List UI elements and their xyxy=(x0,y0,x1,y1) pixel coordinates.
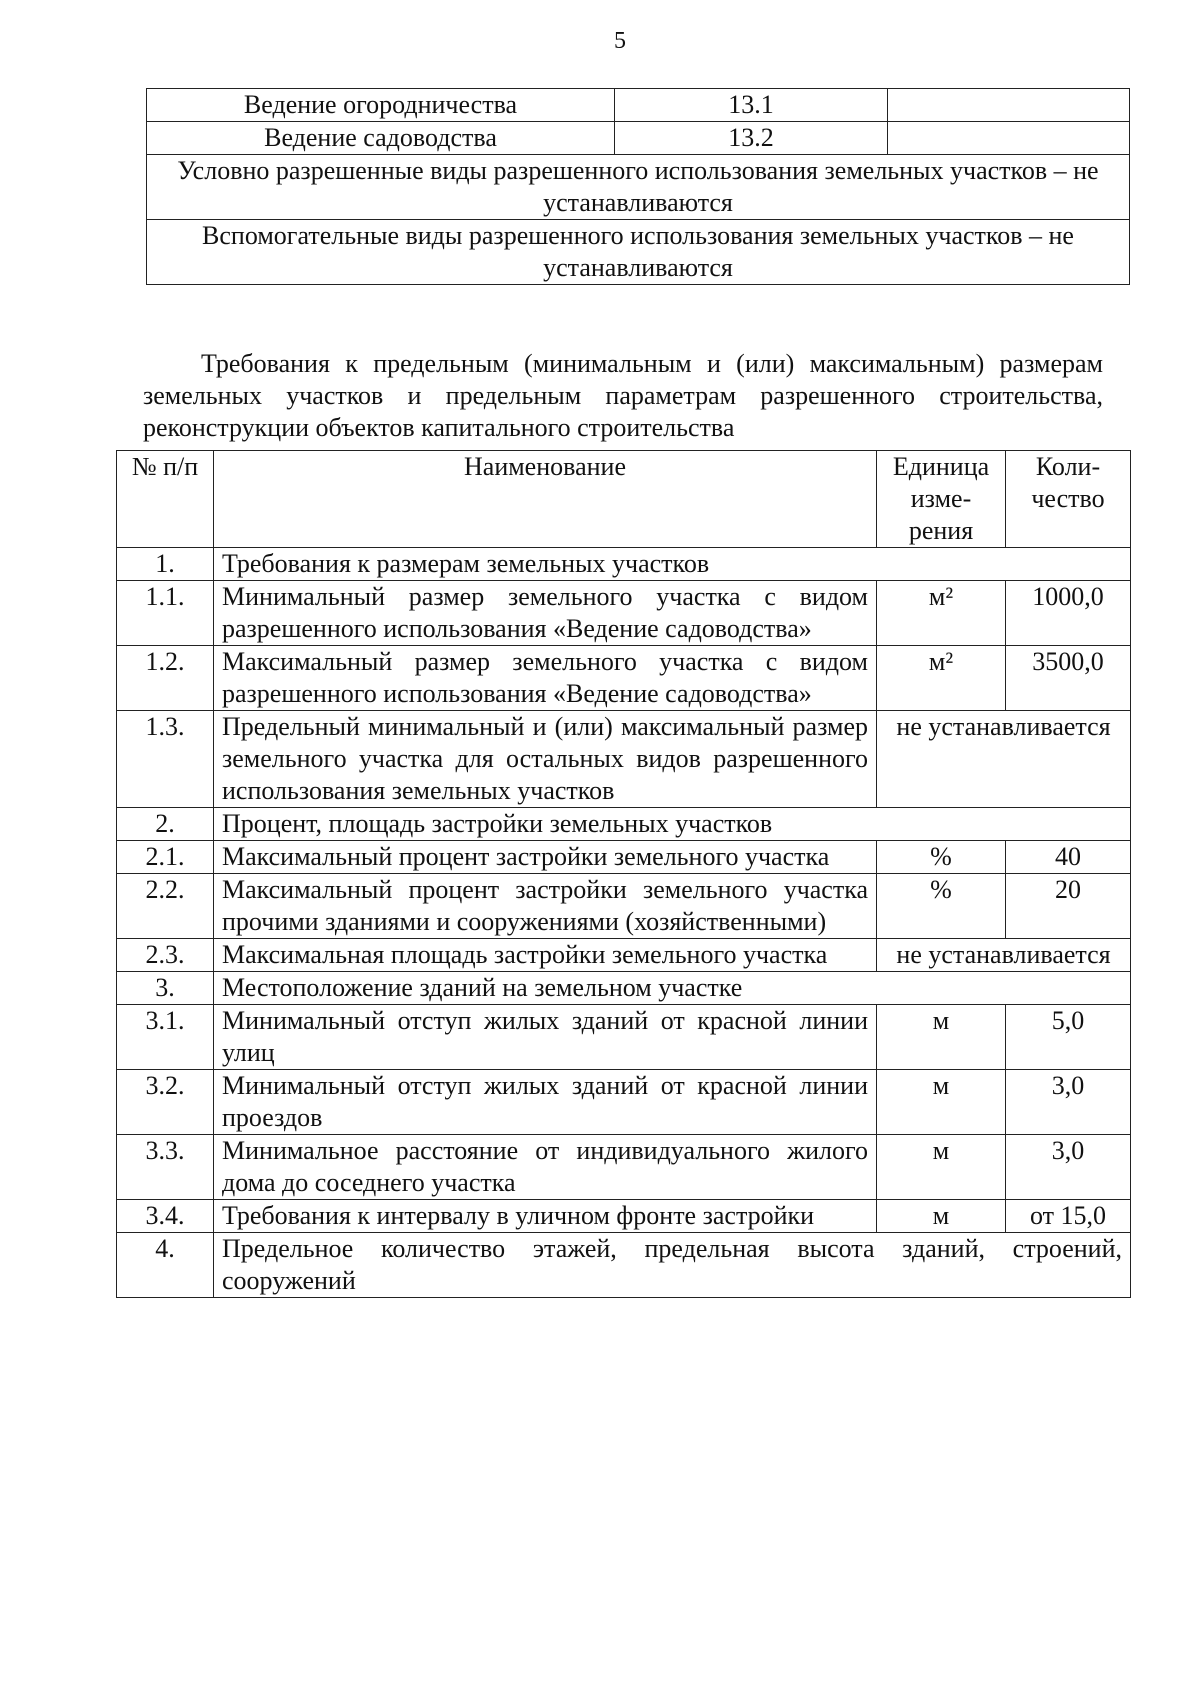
row-number: 1.2. xyxy=(117,646,214,711)
table-row xyxy=(117,1070,1131,1135)
header-qty: Коли-чество xyxy=(1006,451,1131,548)
table-row xyxy=(117,646,1131,711)
row-unit: м xyxy=(877,1070,1006,1135)
conditional-uses-note: Условно разрешенные виды разрешенного использования земельных участков – не устанавливаются xyxy=(147,155,1130,220)
requirements-intro-text: Требования к предельным (минимальным и (или) максимальным) размерам земельных участков и предельным параметрам разрешенного строительства, реконструкции объектов капитального строительства xyxy=(143,349,1103,442)
row-name: Минимальное расстояние от индивидуального жилого дома до соседнего участка xyxy=(214,1135,877,1200)
section-title: Местоположение зданий на земельном участке xyxy=(214,972,1131,1005)
table-row xyxy=(147,122,1130,155)
row-unit: м xyxy=(877,1005,1006,1070)
row-quantity: 3,0 xyxy=(1006,1070,1131,1135)
row-value-merged: не устанавливается xyxy=(877,939,1131,972)
use-name: Ведение огородничества xyxy=(147,89,615,122)
row-quantity: 3,0 xyxy=(1006,1135,1131,1200)
row-number: 2. xyxy=(117,808,214,841)
row-number: 3.2. xyxy=(117,1070,214,1135)
row-name: Максимальный процент застройки земельного участка xyxy=(214,841,877,874)
use-code: 13.2 xyxy=(615,122,888,155)
use-name: Ведение садоводства xyxy=(147,122,615,155)
use-code: 13.1 xyxy=(615,89,888,122)
section-row xyxy=(117,1233,1131,1298)
section-row xyxy=(117,808,1131,841)
section-row xyxy=(117,548,1131,581)
use-extra xyxy=(888,122,1130,155)
row-unit: % xyxy=(877,841,1006,874)
row-name: Требования к интервалу в уличном фронте застройки xyxy=(214,1200,877,1233)
page-number: 5 xyxy=(614,28,626,54)
header-unit: Единица изме-рения xyxy=(877,451,1006,548)
row-number: 3. xyxy=(117,972,214,1005)
section-title: Предельное количество этажей, предельная высота зданий, строений, сооружений xyxy=(214,1233,1131,1298)
requirements-intro xyxy=(143,348,1103,444)
row-quantity: от 15,0 xyxy=(1006,1200,1131,1233)
header-name: Наименование xyxy=(214,451,877,548)
row-number: 3.1. xyxy=(117,1005,214,1070)
row-unit: % xyxy=(877,874,1006,939)
table-row xyxy=(117,1135,1131,1200)
row-name: Предельный минимальный и (или) максимальный размер земельного участка для остальных видов разрешенного использования земельных участков xyxy=(214,711,877,808)
row-number: 3.3. xyxy=(117,1135,214,1200)
table-row xyxy=(147,89,1130,122)
row-number: 1. xyxy=(117,548,214,581)
row-number: 2.3. xyxy=(117,939,214,972)
row-quantity: 5,0 xyxy=(1006,1005,1131,1070)
row-name: Минимальный отступ жилых зданий от красной линии проездов xyxy=(214,1070,877,1135)
row-name: Максимальный размер земельного участка с видом разрешенного использования «Ведение садоводства» xyxy=(214,646,877,711)
row-number: 3.4. xyxy=(117,1200,214,1233)
requirements-rows xyxy=(117,548,1131,1298)
use-extra xyxy=(888,89,1130,122)
table-row xyxy=(117,1200,1131,1233)
header-num: № п/п xyxy=(117,451,214,548)
row-unit: м xyxy=(877,1135,1006,1200)
section-row xyxy=(117,972,1131,1005)
row-value-merged: не устанавливается xyxy=(877,711,1131,808)
table-row xyxy=(117,874,1131,939)
row-quantity: 3500,0 xyxy=(1006,646,1131,711)
table-row xyxy=(147,220,1130,285)
row-unit: м² xyxy=(877,581,1006,646)
row-quantity: 1000,0 xyxy=(1006,581,1131,646)
row-number: 1.3. xyxy=(117,711,214,808)
auxiliary-uses-note: Вспомогательные виды разрешенного использования земельных участков – не устанавливаются xyxy=(147,220,1130,285)
row-name: Минимальный отступ жилых зданий от красной линии улиц xyxy=(214,1005,877,1070)
section-title: Процент, площадь застройки земельных участков xyxy=(214,808,1131,841)
row-name: Минимальный размер земельного участка с видом разрешенного использования «Ведение садоводства» xyxy=(214,581,877,646)
row-number: 2.1. xyxy=(117,841,214,874)
row-number: 4. xyxy=(117,1233,214,1298)
row-name: Максимальный процент застройки земельного участка прочими зданиями и сооружениями (хозяйственными) xyxy=(214,874,877,939)
table-row xyxy=(117,939,1131,972)
table-row xyxy=(117,841,1131,874)
row-quantity: 20 xyxy=(1006,874,1131,939)
row-number: 1.1. xyxy=(117,581,214,646)
table-row xyxy=(117,581,1131,646)
section-title: Требования к размерам земельных участков xyxy=(214,548,1131,581)
row-quantity: 40 xyxy=(1006,841,1131,874)
table-row xyxy=(117,711,1131,808)
row-unit: м² xyxy=(877,646,1006,711)
row-unit: м xyxy=(877,1200,1006,1233)
table-row xyxy=(117,1005,1131,1070)
table-header-row xyxy=(117,451,1131,548)
land-use-table xyxy=(146,88,1130,285)
requirements-table xyxy=(116,450,1131,1298)
row-name: Максимальная площадь застройки земельного участка xyxy=(214,939,877,972)
row-number: 2.2. xyxy=(117,874,214,939)
table-row xyxy=(147,155,1130,220)
